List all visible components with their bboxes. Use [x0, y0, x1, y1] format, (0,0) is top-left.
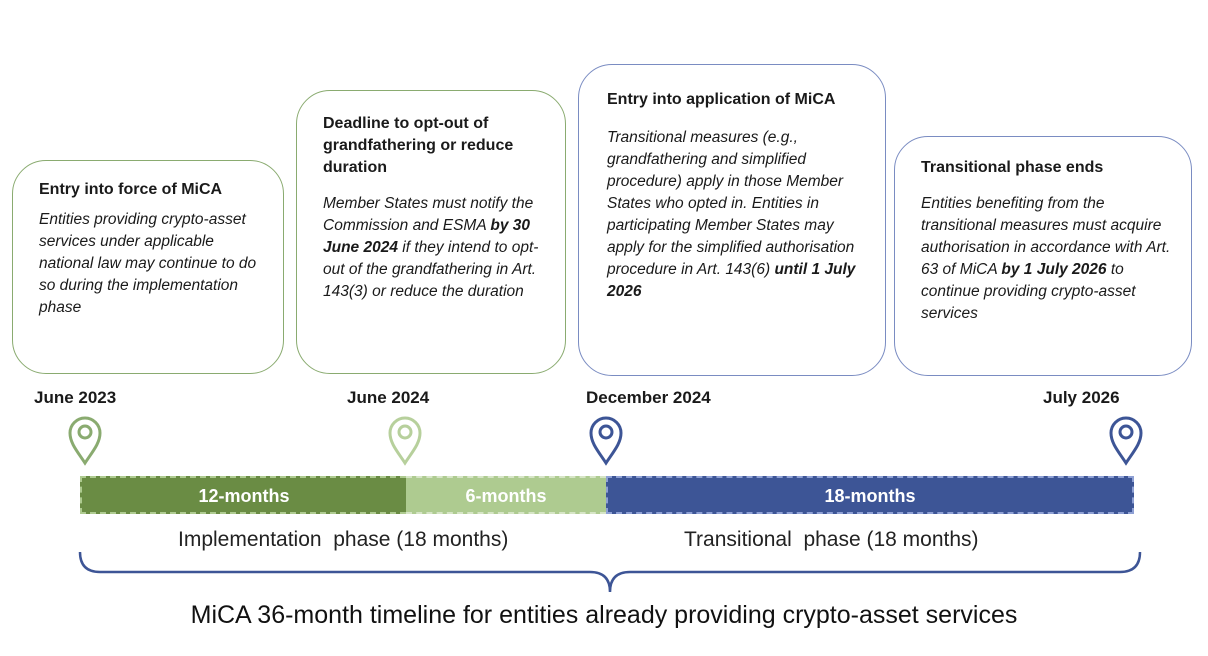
date-label-july-2026: July 2026 [1043, 388, 1120, 407]
phase-label-implementation: Implementation phase (18 months) [178, 528, 509, 551]
milestone-box-entry-into-force [12, 160, 284, 374]
box-body: Transitional measures (e.g., grandfathering and simplified procedure) apply in those Member States who opted in. Entities in participating Member States may apply for the simplified authorisation procedure in Art. 143(6) until 1 July 2026 [607, 129, 856, 300]
box-body: Entities providing crypto-asset services under applicable national law may continue to do so during the implementation phase [39, 211, 257, 316]
location-pin-icon [1108, 414, 1144, 466]
milestone-box-transitional-phase-ends [894, 136, 1192, 376]
box-title: Entry into force of MiCA [39, 181, 223, 198]
date-label-june-2023: June 2023 [34, 388, 117, 407]
timeline-segment-6-months: 6-months [406, 476, 606, 514]
location-pin-icon [67, 414, 103, 466]
box-title: Deadline to opt-out of grandfathering or reduce duration [323, 115, 514, 176]
timeline-brace [70, 548, 1150, 598]
box-body: Entities benefiting from the transitional measures must acquire authorisation in accordance with Art. 63 of MiCA by 1 July 2026 to continue providing crypto-asset services [921, 195, 1171, 322]
phase-label-transitional: Transitional phase (18 months) [684, 528, 979, 551]
location-pin-icon [588, 414, 624, 466]
timeline-segment-12-months: 12-months [80, 476, 406, 514]
milestone-box-opt-out-deadline [296, 90, 566, 374]
date-label-december-2024: December 2024 [586, 388, 711, 407]
box-body: Member States must notify the Commission and ESMA by 30 June 2024 if they intend to opt-out of the grandfathering in Art. 143(3) or reduce the duration [323, 195, 539, 300]
location-pin-icon [387, 414, 423, 466]
box-title: Transitional phase ends [921, 159, 1104, 176]
milestone-box-entry-into-application [578, 64, 886, 376]
timeline-segment-18-months: 18-months [606, 476, 1134, 514]
diagram-caption: MiCA 36-month timeline for entities already providing crypto-asset services [190, 601, 1018, 629]
box-title: Entry into application of MiCA [607, 91, 836, 108]
date-label-june-2024: June 2024 [347, 388, 430, 407]
